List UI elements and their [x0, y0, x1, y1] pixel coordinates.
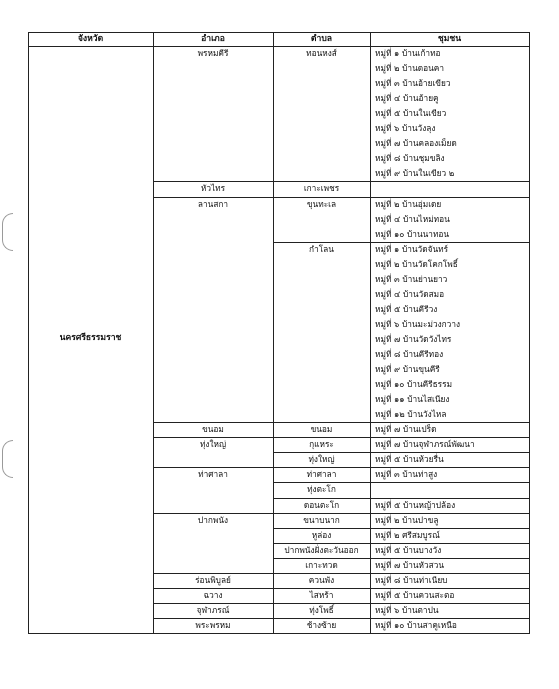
district-name: ขนอม	[202, 424, 224, 435]
district-name: ทุ่งใหญ่	[199, 439, 227, 450]
subdistrict-name: ทุ่งตะโก	[307, 484, 336, 495]
subdistrict-name: ดอนตะโก	[303, 499, 340, 510]
community-entry: หมู่ที่ ๖ บ้านวังลุง	[375, 123, 436, 134]
subdistrict-name: ปากพนังฝั่งตะวันออก	[284, 544, 359, 555]
header-subdistrict: ตำบล	[310, 34, 333, 44]
subdistrict-name: กำโลน	[309, 243, 334, 254]
community-entry: หมู่ที่ ๑๑ บ้านไสเนียง	[375, 394, 450, 405]
district-name: ปากพนัง	[197, 514, 229, 525]
subdistrict-name: ขนาบนาก	[303, 514, 340, 525]
district-name: พระพรหม	[195, 619, 231, 630]
community-entry: หมู่ที่ ๕ บ้านบางวัง	[375, 544, 442, 555]
community-entry: หมู่ที่ ๘ บ้านคีรีทอง	[375, 349, 444, 359]
community-entry: หมู่ที่ ๖ บ้านตาปน	[375, 604, 439, 615]
community-entry: หมู่ที่ ๑๐ บ้านคีรีธรรม	[375, 379, 453, 390]
community-entry: หมู่ที่ ๑ บ้านวัดจันทร์	[375, 243, 449, 254]
district-name: ฉวาง	[203, 589, 223, 600]
header-province: จังหวัด	[77, 34, 104, 44]
community-entry: หมู่ที่ ๒ บ้านวัดโคกโพธิ์	[375, 258, 458, 269]
community-entry: หมู่ที่ ๒ บ้านปาขลู	[375, 514, 439, 525]
community-entry: หมู่ที่ ๗ บ้านจุฬาภรณ์พัฒนา	[375, 439, 475, 450]
community-entry: หมู่ที่ ๒ บ้านอุ่มเดย	[375, 198, 442, 209]
community-entry: หมู่ที่ ๘ บ้านท่าเนียบ	[375, 574, 448, 585]
community-entry: หมู่ที่ ๙ บ้านขุนคีรี	[375, 364, 440, 375]
community-entry: หมู่ที่ ๓ บ้านอ้ายเขียว	[375, 78, 451, 89]
subdistrict-name: ขนอม	[310, 424, 333, 435]
community-entry: หมู่ที่ ๕ บ้านห้วยรื่น	[375, 454, 444, 465]
community-entry: หมู่ที่ ๕ บ้านในเขียว	[375, 108, 447, 119]
district-name: ลานสกา	[197, 198, 229, 209]
community-entry: หมู่ที่ ๑๐ บ้านสาคูเหนือ	[375, 619, 457, 630]
subdistrict-name: ทอนหงส์	[306, 48, 337, 58]
community-entry: หมู่ที่ ๓ บ้านท่าสูง	[375, 469, 438, 480]
community-entry: หมู่ที่ ๕ บ้านหญ้าปล้อง	[375, 499, 456, 510]
district-name: ร่อนพิบูลย์	[195, 574, 231, 585]
community-entry: หมู่ที่ ๕ บ้านคีรีวง	[375, 303, 438, 314]
subdistrict-name: เกาะทวด	[305, 559, 338, 570]
subdistrict-name: เกาะเพชร	[303, 183, 340, 194]
community-entry: หมู่ที่ ๖ บ้านมะม่วงกวาง	[375, 318, 461, 329]
community-entry: หมู่ที่ ๑๐ บ้านนาทอน	[375, 228, 450, 239]
community-entry: หมู่ที่ ๗ บ้านคลองเม็ยด	[375, 138, 457, 149]
community-entry: หมู่ที่ ๔ บ้านอ้ายคู	[375, 93, 439, 104]
column-rule	[370, 32, 371, 634]
community-entry: หมู่ที่ ๙ บ้านในเขียว ๒	[375, 168, 455, 179]
binder-hole-mark	[2, 213, 13, 251]
subdistrict-name: กุแหระ	[309, 439, 334, 450]
community-entry: หมู่ที่ ๒ ศรีสมบูรณ์	[375, 529, 440, 540]
subdistrict-name: ทุ่งโพธิ์	[309, 604, 334, 615]
table-bottom-border	[28, 633, 530, 634]
district-name: ท่าศาลา	[198, 469, 228, 480]
community-entry: หมู่ที่ ๑๒ บ้านวังไหล	[375, 409, 447, 420]
province-name: นครศรีธรรมราช	[59, 333, 122, 344]
subdistrict-name: ท่าศาลา	[306, 469, 337, 480]
subdistrict-name: หูล่อง	[311, 529, 332, 540]
header-district: อำเภอ	[201, 34, 225, 44]
community-entry: หมู่ที่ ๒ บ้านดอนคา	[375, 63, 445, 74]
community-entry: หมู่ที่ ๕ บ้านควนสะตอ	[375, 589, 455, 600]
binder-hole-mark	[2, 440, 13, 478]
subdistrict-name: ขุนทะเล	[306, 198, 337, 209]
column-rule	[529, 32, 530, 634]
district-name: จุฬาภรณ์	[196, 604, 230, 615]
community-entry: หมู่ที่ ๗ บ้านหัวสวน	[375, 559, 445, 570]
district-name: หัวไทร	[200, 183, 226, 194]
district-name: พรหมคีรี	[197, 48, 229, 58]
subdistrict-name: ช้างซ้าย	[306, 619, 337, 630]
community-entry: หมู่ที่ ๑ บ้านเก้าทอ	[375, 48, 441, 58]
community-entry: หมู่ที่ ๔ บ้านวัดสมอ	[375, 288, 445, 299]
community-entry: หมู่ที่ ๗ บ้านวัดวังไทร	[375, 333, 452, 344]
community-entry: หมู่ที่ ๗ บ้านเปร็ด	[375, 424, 437, 435]
subdistrict-name: ควนพัง	[308, 574, 335, 585]
community-entry: หมู่ที่ ๘ บ้านชุมขลิง	[375, 153, 445, 164]
header-community: ชุมชน	[437, 34, 462, 44]
subdistrict-name: ทุ่งใหญ่	[308, 454, 335, 465]
community-entry: หมู่ที่ ๔ บ้านไหม่ทอน	[375, 213, 450, 224]
column-rule	[153, 32, 154, 634]
community-entry: หมู่ที่ ๓ บ้านย่านยาว	[375, 273, 448, 284]
subdistrict-name: ไสหร้า	[309, 589, 334, 600]
